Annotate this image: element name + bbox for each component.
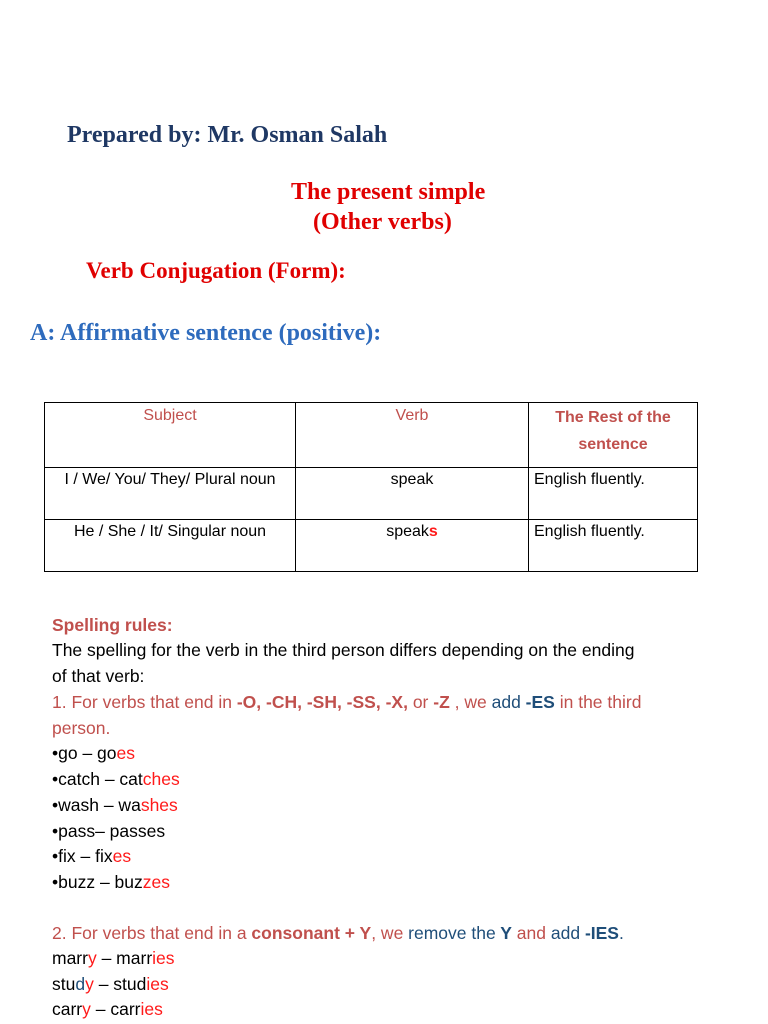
example-ending: ies	[152, 948, 175, 968]
verb-suffix: s	[428, 523, 438, 540]
cell-subject: He / She / It/ Singular noun	[45, 520, 296, 572]
spelling-intro-line-2: of that verb:	[52, 666, 145, 686]
example-base: •catch – cat	[52, 769, 143, 789]
example-stem: carr	[52, 999, 83, 1019]
example-y: y	[87, 948, 97, 968]
rule-1-suffix: in the third	[554, 692, 642, 712]
rule-2-add: add	[550, 923, 581, 943]
rule-1-es: -ES	[520, 692, 555, 712]
example-fix	[52, 846, 131, 867]
cell-rest: English fluently.	[529, 520, 698, 572]
rule-1-prefix: 1. For verbs that end in	[52, 692, 237, 712]
rule-1-or: or	[407, 692, 434, 712]
rule-1-line-1	[52, 692, 641, 713]
example-consonant: d	[75, 974, 86, 994]
conjugation-heading: Verb Conjugation (Form):	[86, 258, 346, 283]
rule-2-y: Y	[495, 923, 512, 943]
conjugation-table	[44, 402, 698, 572]
header-rest	[529, 403, 698, 468]
header-rest-line1: The Rest of the	[555, 409, 671, 426]
header-verb: Verb	[296, 403, 529, 468]
cell-subject: I / We/ You/ They/ Plural noun	[45, 468, 296, 520]
cell-verb	[296, 520, 529, 572]
example-y: y	[82, 999, 91, 1019]
cell-rest: English fluently.	[529, 468, 698, 520]
rule-2-prefix: 2. For verbs that end in a	[52, 923, 252, 943]
example-base: •go – go	[52, 743, 117, 763]
rule-2-and: and	[511, 923, 551, 943]
example-ending: ies	[146, 974, 169, 994]
example-mid: – marr	[96, 948, 153, 968]
rule-1-add: add	[491, 692, 521, 712]
cell-verb	[296, 468, 529, 520]
rule-2-remove: remove the	[408, 923, 496, 943]
example-base: •buzz – buz	[52, 872, 143, 892]
example-carry	[52, 999, 163, 1020]
example-base: •wash – wa	[52, 795, 141, 815]
table-row	[45, 520, 698, 572]
title-line-2: (Other verbs)	[313, 209, 452, 235]
example-ending: es	[112, 846, 132, 866]
rule-2-ies: -IES	[580, 923, 619, 943]
example-pass	[52, 821, 165, 842]
example-y: y	[85, 974, 94, 994]
example-mid: – stud	[93, 974, 147, 994]
example-marry	[52, 948, 175, 969]
example-catch	[52, 769, 180, 790]
spelling-rules-heading: Spelling rules:	[52, 615, 173, 635]
table-row	[45, 468, 698, 520]
example-go	[52, 743, 135, 764]
table-header-row	[45, 403, 698, 468]
example-ending: zes	[142, 872, 170, 892]
example-study	[52, 974, 169, 995]
rule-1-line-2: person.	[52, 718, 111, 738]
prepared-by-line: Prepared by: Mr. Osman Salah	[67, 122, 388, 148]
example-buzz	[52, 872, 170, 893]
example-stem: stu	[52, 974, 76, 994]
example-base: •fix – fix	[52, 846, 113, 866]
header-subject: Subject	[45, 403, 296, 468]
example-ending: ches	[142, 769, 180, 789]
header-rest-line2: sentence	[578, 436, 648, 453]
example-mid: – carr	[90, 999, 141, 1019]
rule-1-we: , we	[449, 692, 492, 712]
example-base: •pass– passes	[52, 821, 166, 841]
example-stem: marr	[52, 948, 88, 968]
rule-1-z: -Z	[433, 692, 450, 712]
verb-stem: speak	[386, 523, 429, 540]
example-ending: shes	[140, 795, 178, 815]
example-ending: es	[116, 743, 135, 763]
rule-2-we: , we	[371, 923, 409, 943]
rule-2-consonant-y: consonant + Y	[251, 923, 372, 943]
affirmative-heading: A: Affirmative sentence (positive):	[30, 320, 382, 346]
verb-stem: speak	[390, 471, 434, 488]
spelling-intro-line-1: The spelling for the verb in the third person differs depending on the ending	[52, 640, 635, 660]
rule-2-line	[52, 923, 624, 944]
example-wash	[52, 795, 178, 816]
rule-2-period: .	[618, 923, 624, 943]
title-line-1: The present simple	[291, 179, 486, 205]
example-ending: ies	[140, 999, 163, 1019]
rule-1-endings: -O, -CH, -SH, -SS, -X,	[236, 692, 408, 712]
